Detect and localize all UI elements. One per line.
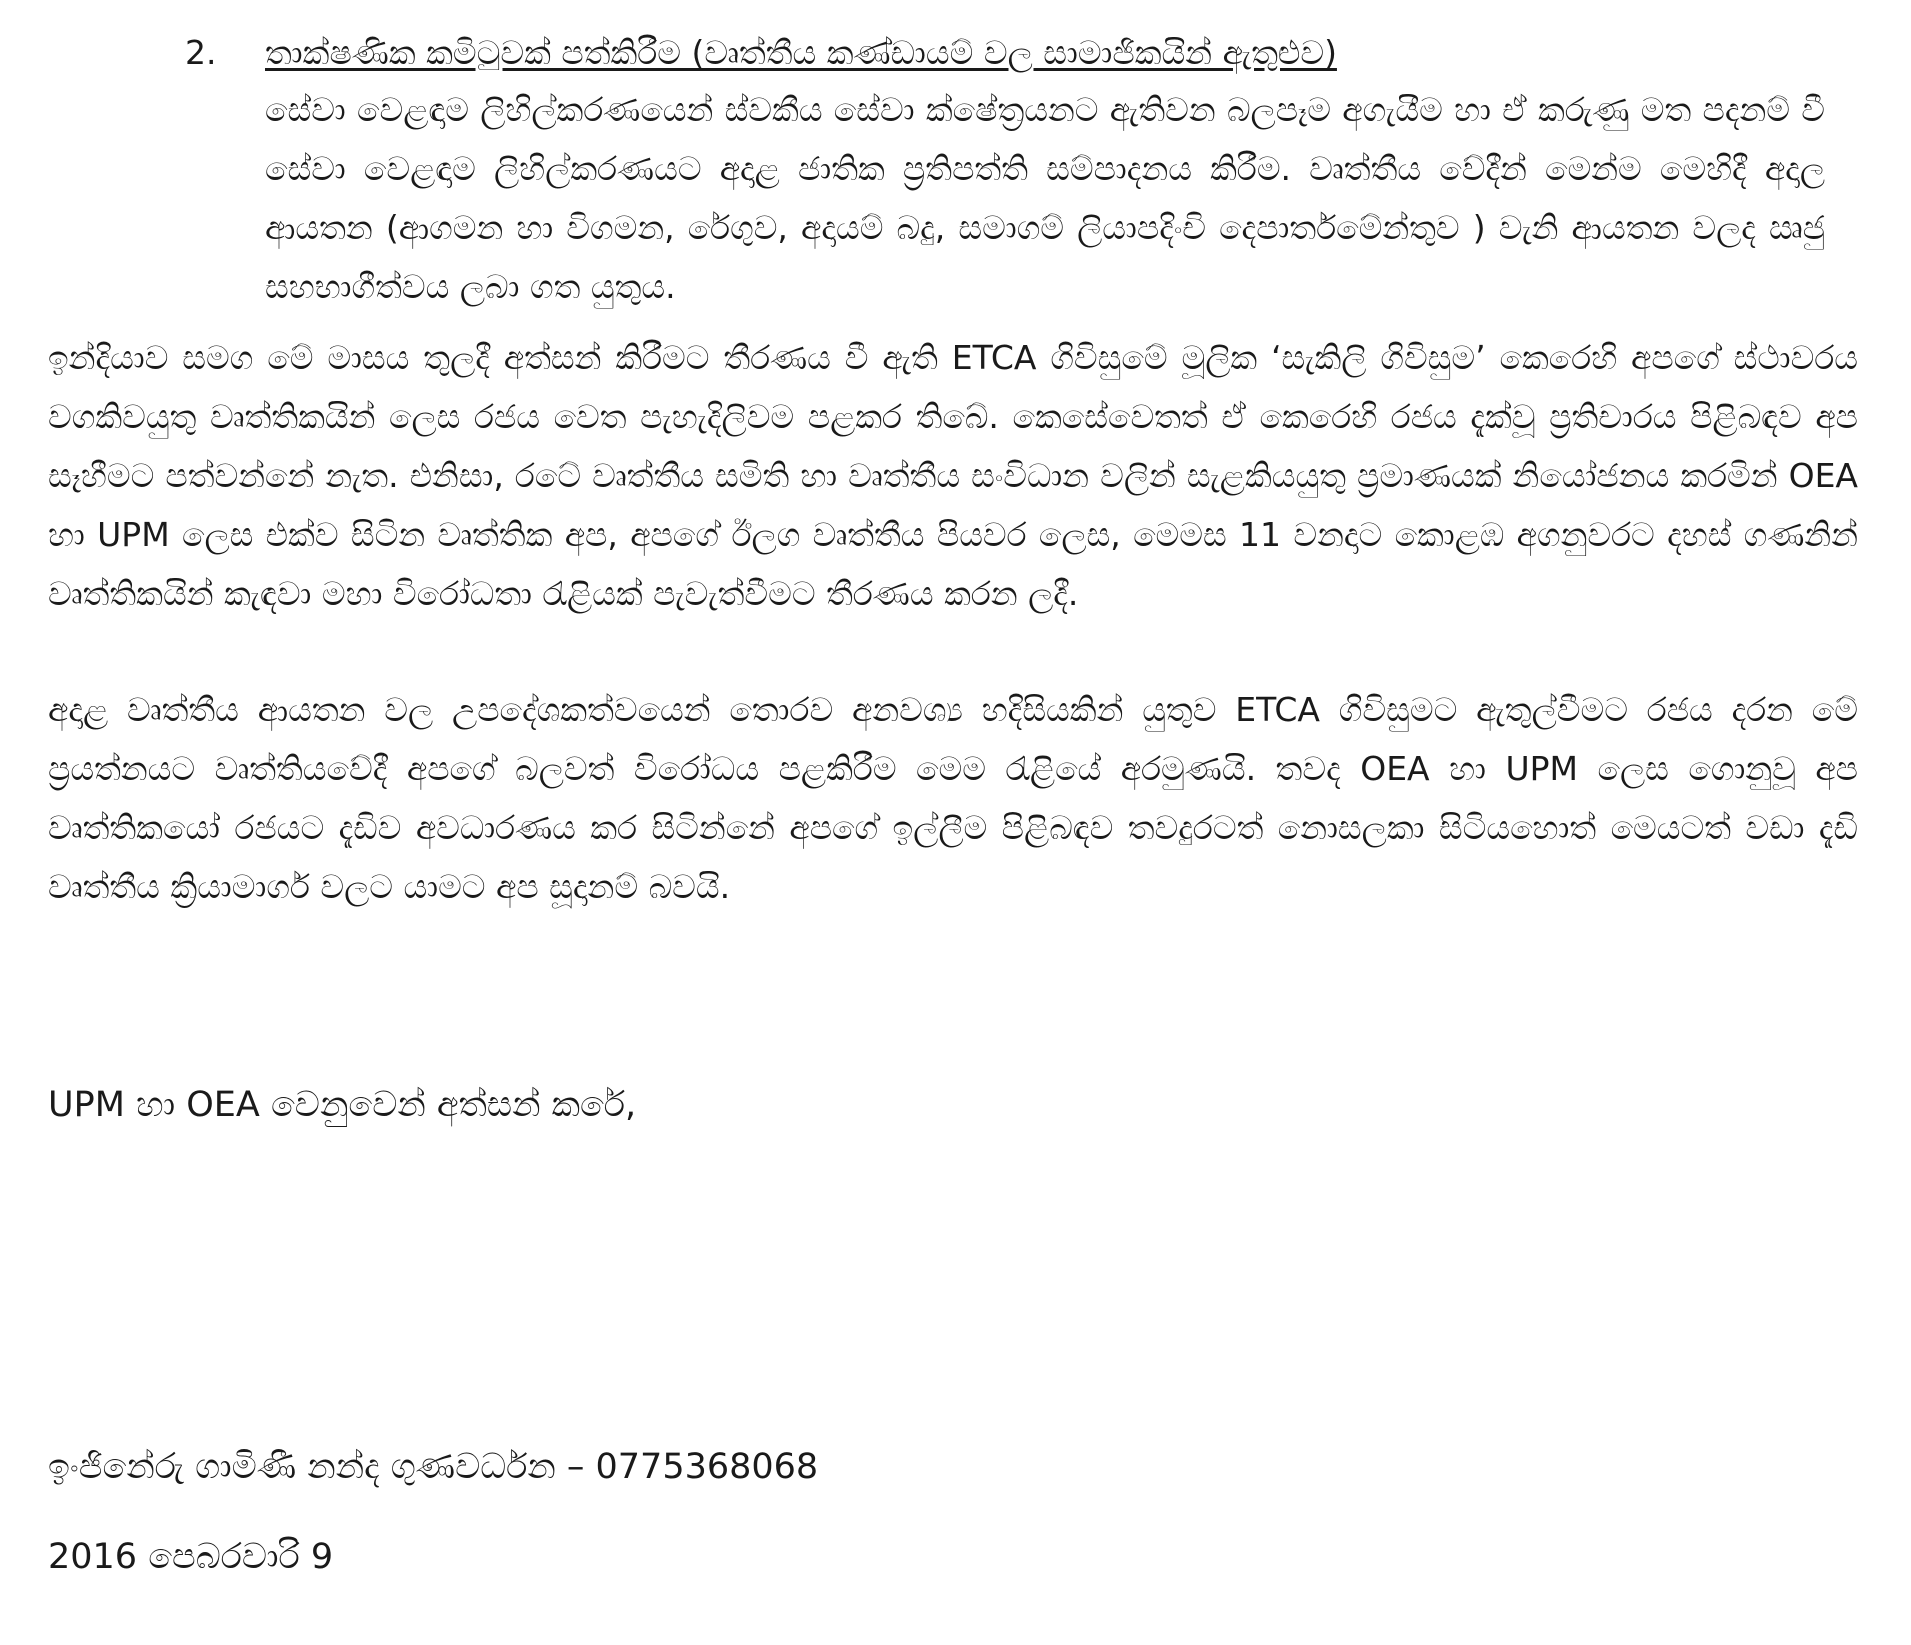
item-heading: තාක්ෂණික කමිටුවක් පත්කිරීම (වෘත්තීය කණ්ඩායම් වල සාමාජිකයින් ඇතුළුව) xyxy=(265,33,1337,72)
item-number: 2. xyxy=(185,33,217,72)
paragraph-rally-purpose: අදාළ වෘත්තීය ආයතන වල උපදේශකත්වයෙන් තොරව අනවශ්‍ය හදිසියකින් යුතුව ETCA ගිවිසුමට ඇතුල්වීමට රජය දරන මේ ප්‍රයත්නයට වෘත්තියවේදී අපගේ බලවත් විරෝධය පළකිරීම මෙම රැළියේ අරමුණයි. තවද OEA හා UPM ලෙස ගොනුවූ අප වෘත්තිකයෝ රජයට දැඩිව අවධාරණය කර සිටින්නේ අපගේ ඉල්ලීම පිළිබඳව තවදුරටත් නොසලකා සිටියහොත් මෙයටත් වඩා දැඩි වෘත්තීය ක්‍රියාමාර්ග වලට යාමට අප සූදානම් බවයි. xyxy=(48,690,1858,906)
item-body: සේවා වෙළඳාම ලිහිල්කරණයෙන් ස්වකීය සේවා ක්ෂේත්‍රයනට ඇතිවන බලපෑම අගැයීම හා ඒ කරුණු මත පදනම් වී සේවා වෙළඳාම ලිහිල්කරණයට අදාළ ජාතික ප්‍රතිපත්ති සම්පාදනය කිරීම. වෘත්තීය වේදීන් මෙන්ම මෙහිදී අදාල ආයතන (ආගමන හා විගමන, රේගුව, අදායම් බදු, සමාගම් ලියාපදිංචි දෙපාර්තමේන්තුව ) වැනි ආයතන වලද ඍජු සහභාගීත්වය ලබා ගත යුතුය. xyxy=(265,90,1825,306)
document-date: 2016 පෙබරවාරි 9 xyxy=(48,1537,334,1577)
signoff-line: UPM හා OEA වෙනුවෙන් අත්සන් කරේ, xyxy=(48,1085,637,1125)
signatory-line: ඉංජිනේරු ගාමිණී නන්ද ගුණවර්ධන – 0775368068 xyxy=(48,1447,819,1487)
paragraph-etca-rally: ඉන්දියාව සමග මේ මාසය තුලදී අත්සන් කිරීමට තීරණය වී ඇති ETCA ගිවිසුමේ මූලික ‘සැකිලි ගිවිසුම’ කෙරෙහි අපගේ ස්ථාවරය වගකිවයුතු වෘත්තිකයින් ලෙස රජය වෙත පැහැදිලිවම පළකර තිබේ. කෙසේවෙතත් ඒ කෙරෙහි රජය දැක්වූ ප්‍රතිචාරය පිළිබඳව අප සෑහීමට පත්වන්නේ නැත. එනිසා, රටේ වෘත්තීය සමිති හා වෘත්තීය සංවිධාන වලින් සැළකියයුතු ප්‍රමාණයක් නියෝජනය කරමින් OEA හා UPM ලෙස එක්ව සිටින වෘත්තික අප, අපගේ ඊලග වෘත්තීය පියවර ලෙස, මෙමස 11 වනදාට කොළඹ අගනුවරට දහස් ගණනින් වෘත්තිකයින් කැඳවා මහා විරෝධතා රැළියක් පැවැත්වීමට තීරණය කරන ලදී. xyxy=(48,338,1858,613)
